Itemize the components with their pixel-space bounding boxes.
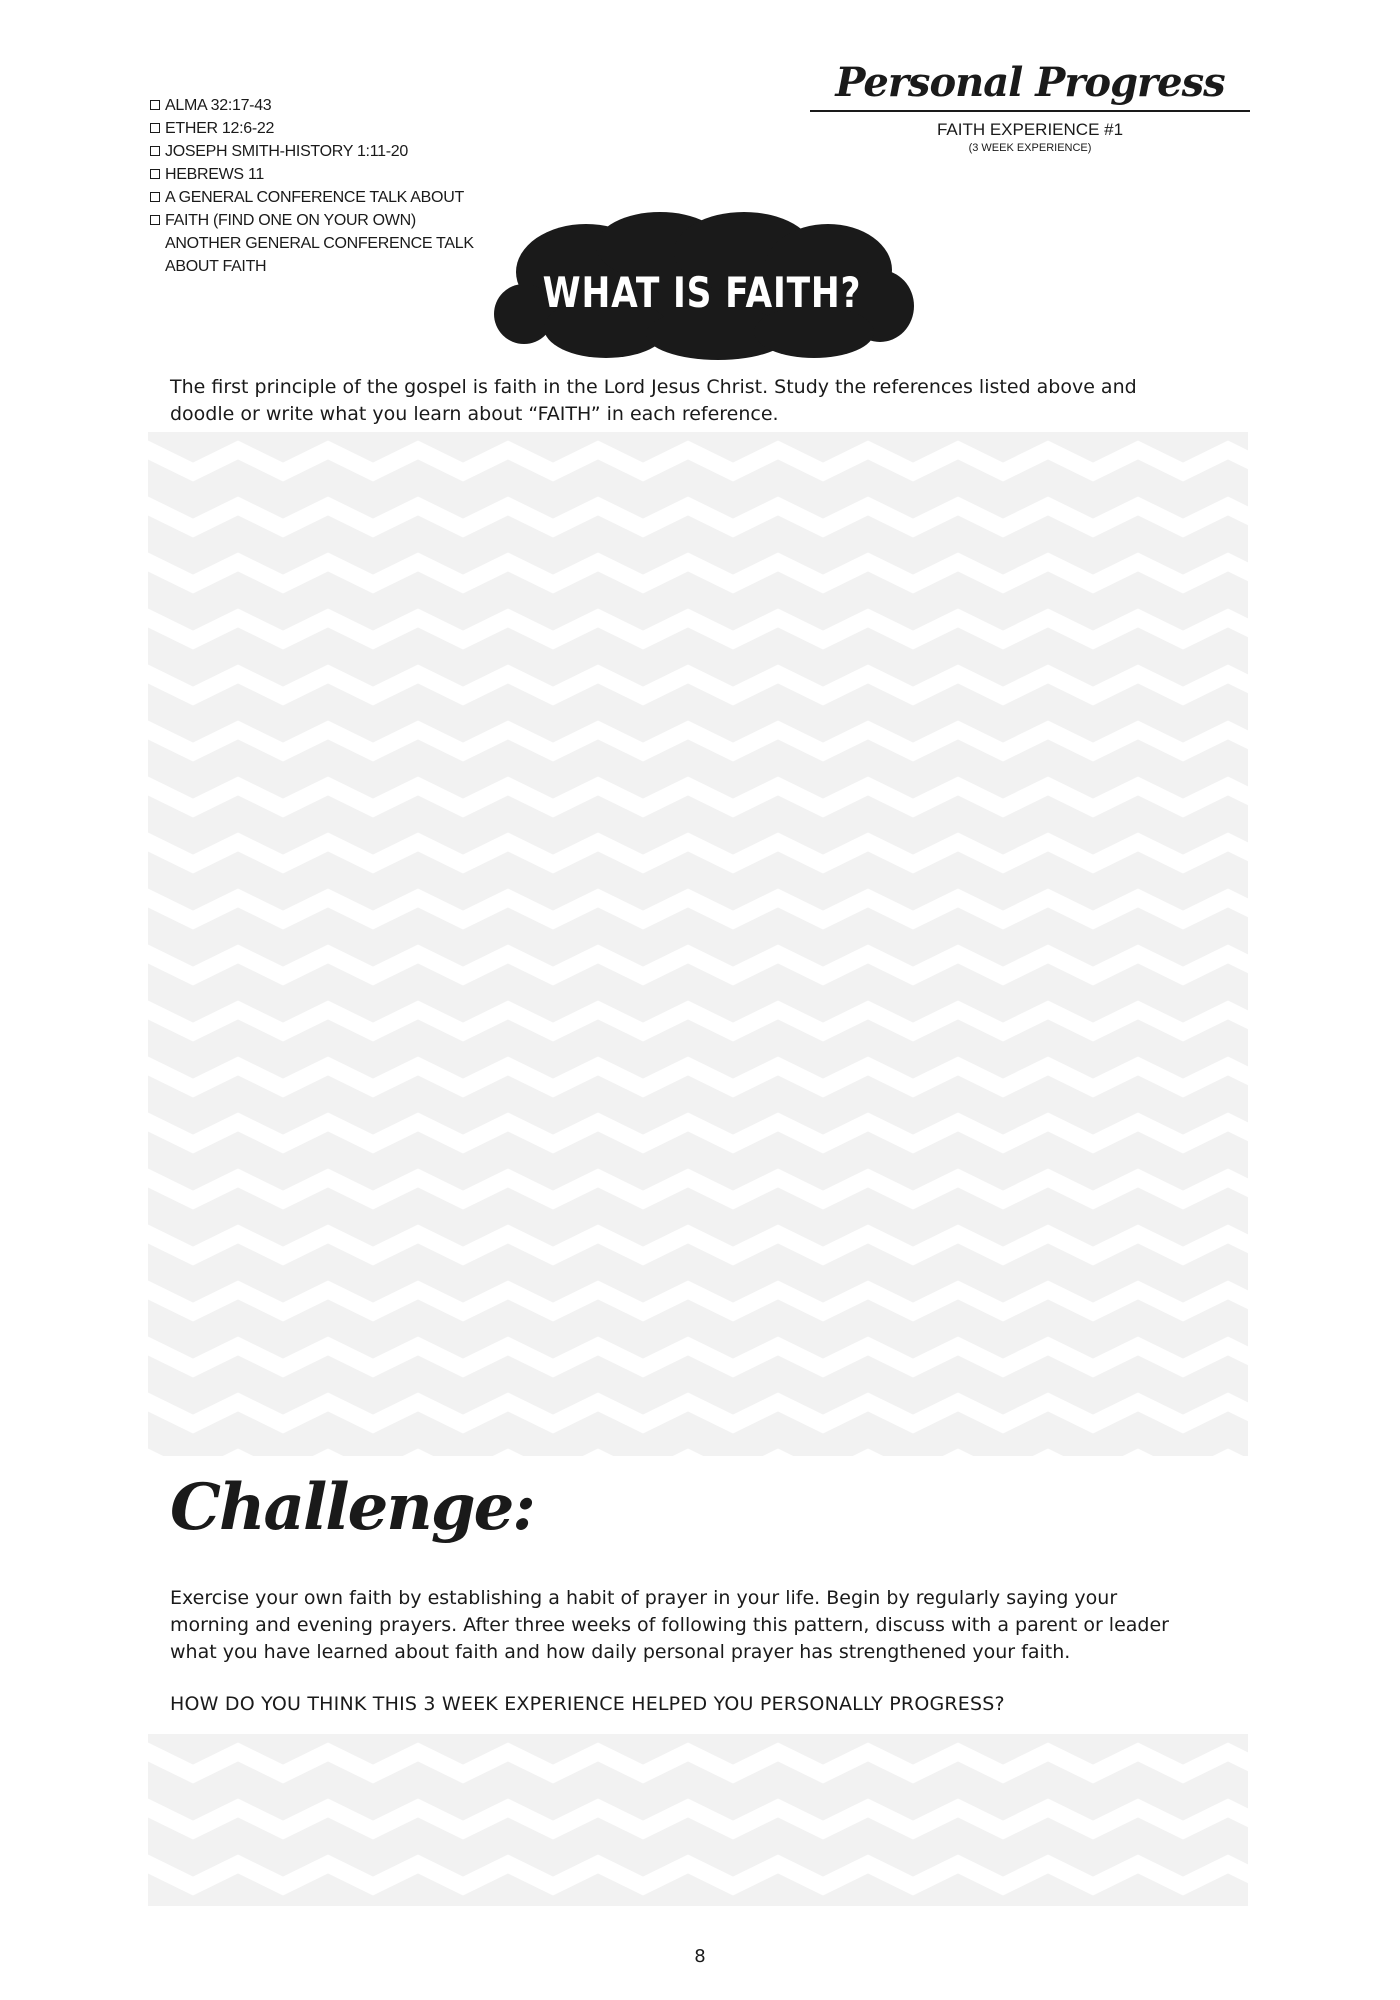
challenge-line: Exercise your own faith by establishing a habit of prayer in your life. Begin by regularly saying your bbox=[170, 1587, 1118, 1609]
checkbox-icon[interactable] bbox=[150, 215, 160, 225]
checklist-item-label: HEBREWS 11 bbox=[165, 166, 264, 183]
reflection-question: HOW DO YOU THINK THIS 3 WEEK EXPERIENCE HELPED YOU PERSONALLY PROGRESS? bbox=[170, 1693, 1005, 1715]
chevron-stripe bbox=[148, 1752, 1248, 1774]
instructions-line: doodle or write what you learn about “FAITH” in each reference. bbox=[170, 403, 779, 425]
chevron-stripe bbox=[148, 450, 1248, 472]
chevron-stripe bbox=[148, 1290, 1248, 1312]
challenge-paragraph bbox=[170, 1585, 1250, 1666]
chevron-stripe bbox=[148, 1234, 1248, 1256]
chevron-stripe bbox=[148, 1346, 1248, 1368]
checklist-item-continued bbox=[150, 232, 510, 255]
checklist-item-label: A GENERAL CONFERENCE TALK ABOUT bbox=[165, 189, 464, 206]
checklist-item-label: ETHER 12:6-22 bbox=[165, 120, 275, 137]
chevron-stripe bbox=[148, 842, 1248, 864]
chevron-stripe bbox=[148, 618, 1248, 640]
checklist-item-continued bbox=[150, 255, 510, 278]
challenge-line: morning and evening prayers. After three weeks of following this pattern, discuss with a parent or leader bbox=[170, 1614, 1169, 1636]
checklist-item-label: ANOTHER GENERAL CONFERENCE TALK bbox=[165, 235, 474, 252]
chevron-stripe bbox=[148, 506, 1248, 528]
challenge-heading: Challenge: bbox=[170, 1470, 534, 1545]
chevron-stripe bbox=[148, 1178, 1248, 1200]
doodle-area[interactable] bbox=[148, 432, 1248, 1456]
answer-area[interactable] bbox=[148, 1734, 1248, 1906]
chevron-stripe bbox=[148, 1010, 1248, 1032]
instructions-paragraph bbox=[170, 374, 1250, 428]
checkbox-icon[interactable] bbox=[150, 123, 160, 133]
checklist-item-label: JOSEPH SMITH-HISTORY 1:11-20 bbox=[165, 143, 408, 160]
brand-title: Personal Progress bbox=[835, 59, 1225, 106]
experience-duration: (3 WEEK EXPERIENCE) bbox=[968, 142, 1092, 154]
chevron-stripe bbox=[148, 674, 1248, 696]
checkbox-icon[interactable] bbox=[150, 146, 160, 156]
chevron-stripe bbox=[148, 1808, 1248, 1830]
chevron-stripe bbox=[148, 786, 1248, 808]
experience-title: FAITH EXPERIENCE #1 bbox=[936, 120, 1124, 139]
brand-header bbox=[810, 58, 1250, 154]
instructions-line: The first principle of the gospel is faith in the Lord Jesus Christ. Study the references listed above and bbox=[170, 376, 1137, 398]
chevron-pattern bbox=[148, 432, 1248, 1456]
chevron-stripe bbox=[148, 1066, 1248, 1088]
checklist-item-label: ALMA 32:17-43 bbox=[165, 97, 272, 114]
chevron-stripe bbox=[148, 730, 1248, 752]
chevron-stripe bbox=[148, 1122, 1248, 1144]
checkbox-icon[interactable] bbox=[150, 100, 160, 110]
section-title-cloud bbox=[488, 210, 916, 362]
page-number: 8 bbox=[694, 1946, 706, 1967]
checklist-item[interactable] bbox=[150, 186, 510, 209]
checklist-item[interactable] bbox=[150, 140, 510, 163]
chevron-stripe bbox=[148, 954, 1248, 976]
brand-divider bbox=[810, 110, 1250, 112]
checkbox-icon[interactable] bbox=[150, 192, 160, 202]
checklist-item[interactable] bbox=[150, 209, 510, 232]
checklist-item[interactable] bbox=[150, 163, 510, 186]
chevron-stripe bbox=[148, 562, 1248, 584]
challenge-line: what you have learned about faith and how daily personal prayer has strengthened your faith. bbox=[170, 1641, 1071, 1663]
chevron-stripe bbox=[148, 1402, 1248, 1424]
scripture-checklist bbox=[150, 94, 510, 278]
checklist-item[interactable] bbox=[150, 94, 510, 117]
checkbox-icon[interactable] bbox=[150, 169, 160, 179]
section-title: WHAT IS FAITH? bbox=[542, 268, 862, 317]
checklist-item-label: ABOUT FAITH bbox=[165, 258, 267, 275]
checklist-item[interactable] bbox=[150, 117, 510, 140]
checklist-item-label: FAITH (FIND ONE ON YOUR OWN) bbox=[165, 212, 416, 229]
chevron-stripe bbox=[148, 898, 1248, 920]
chevron-pattern bbox=[148, 1734, 1248, 1906]
chevron-stripe bbox=[148, 1864, 1248, 1886]
